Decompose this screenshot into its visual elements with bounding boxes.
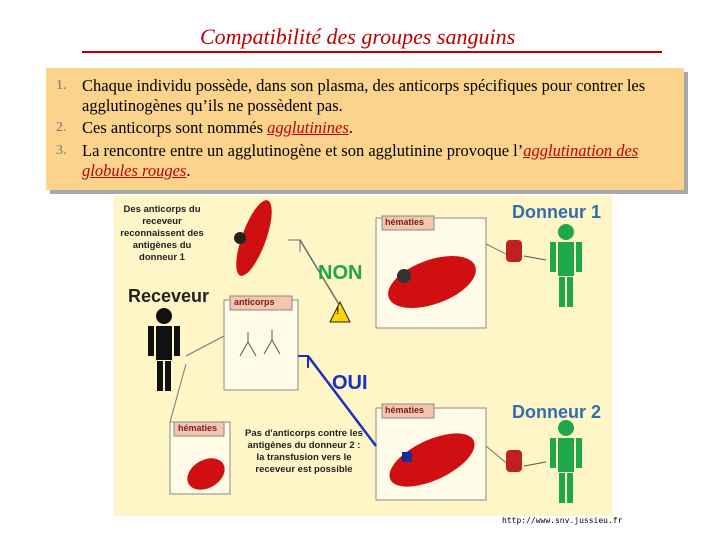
title-underline: [82, 51, 662, 53]
text-box: [46, 68, 684, 190]
warning-icon: [330, 302, 350, 322]
slide-title: Compatibilité des groupes sanguins: [200, 24, 516, 49]
anticorps-box: [224, 300, 298, 390]
note-top: Des anticorps du receveur reconnaissent des antigènes du donneur 1: [120, 204, 204, 263]
hematies-tag-2: hématies: [385, 405, 425, 415]
list-number: 2.: [56, 120, 67, 135]
transfusion-diagram: [114, 196, 612, 516]
hematies-tag-receveur: hématies: [178, 423, 218, 433]
arrow-head: [288, 240, 300, 252]
anticorps-tag: anticorps: [234, 297, 275, 307]
warning-glyph: !: [336, 306, 340, 317]
donneur2-label: Donneur 2: [512, 402, 602, 422]
connector-line: [186, 336, 224, 356]
receveur-figure-icon: [148, 308, 180, 391]
antigen-icon: [402, 452, 412, 462]
non-label: NON: [318, 262, 363, 284]
donneur1-label: Donneur 1: [512, 202, 602, 222]
note-bottom: Pas d'anticorps contre les antigènes du donneur 2 : la transfusion vers le receveur est possible: [245, 428, 363, 475]
antigen-icon: [234, 232, 246, 244]
blood-bag-icon: [506, 240, 522, 262]
arrow-line: [524, 256, 546, 260]
donneur2-figure-icon: [550, 420, 582, 503]
arrow-head: [298, 356, 308, 368]
term-agglutinines: agglutinines: [267, 118, 349, 137]
receveur-label: Receveur: [128, 286, 210, 306]
list-text: Ces anticorps sont nommés agglutinines.: [82, 118, 353, 137]
list-text: La rencontre entre un agglutinogène et son agglutinine provoque l’agglutination des globules rouges.: [82, 141, 639, 180]
term-agglutination: agglutination des globules rouges: [82, 141, 639, 180]
donneur1-figure-icon: [550, 224, 582, 307]
source-credit: http://www.snv.jussieu.fr: [502, 516, 623, 525]
list-number: 1.: [56, 78, 67, 93]
arrow-line: [524, 462, 546, 466]
hematies-tag-1: hématies: [385, 217, 425, 227]
blood-bag-icon: [506, 450, 522, 472]
list-text: Chaque individu possède, dans son plasma, des anticorps spécifiques pour contrer les agglutinogènes qu’ils ne possèdent pas.: [82, 76, 646, 115]
antigen-icon: [397, 269, 411, 283]
oui-label: OUI: [332, 372, 368, 394]
connector-line: [170, 364, 186, 422]
list-number: 3.: [56, 143, 67, 158]
